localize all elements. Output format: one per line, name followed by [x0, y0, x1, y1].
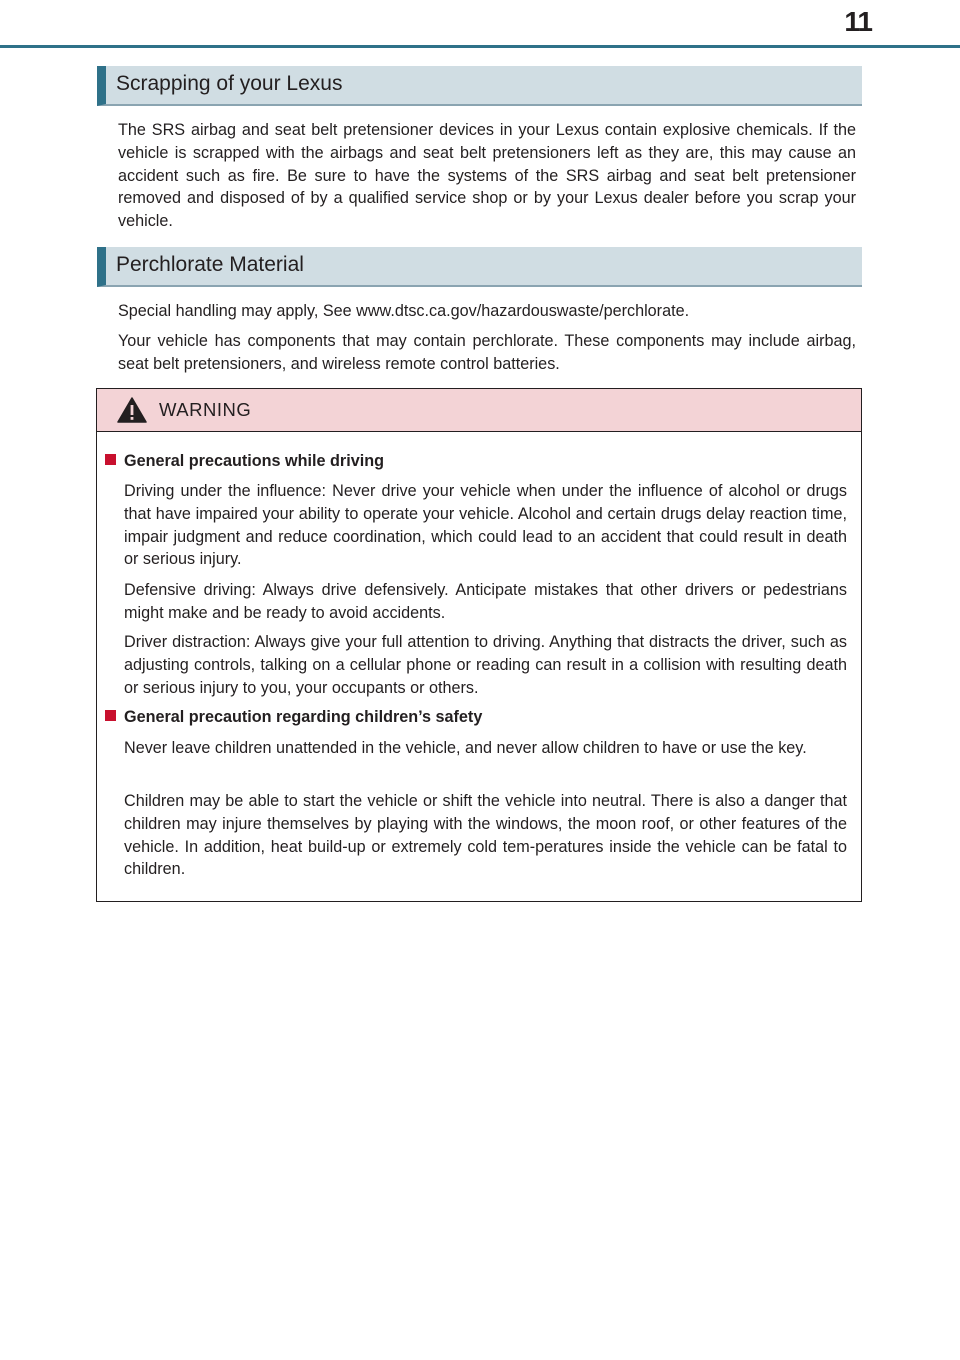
- warning-item-heading: [105, 452, 384, 471]
- warning-paragraph: Defensive driving: Always drive defensively. Anticipate mistakes that other drivers or pedestrians might make and be ready to avoid accidents.: [124, 581, 847, 622]
- top-rule: [0, 45, 960, 48]
- section-header-perchlorate: [97, 247, 862, 287]
- square-bullet-icon: [105, 454, 116, 465]
- warning-paragraph: Driver distraction: Always give your full attention to driving. Anything that distracts the driver, such as adjusting controls, talking on a cellular phone or reading can result in a collision with resulting death or serious injury to you, your occupants or others.: [124, 633, 847, 697]
- warning-box: [96, 388, 862, 902]
- square-bullet-icon: [105, 710, 116, 721]
- scrapping-body: The SRS airbag and seat belt pretensioner devices in your Lexus contain explosive chemicals. If the vehicle is scrapped with the airbags and seat belt pretensioners left as they are, this may cause an accident such as fire. Be sure to have the systems of the SRS airbag and seat belt pretensioner removed and disposed of by a qualified service shop or by your Lexus dealer before you scrap your vehicle.: [118, 121, 856, 231]
- perchlorate-paragraph-1: Special handling may apply, See www.dtsc.ca.gov/hazardouswaste/perchlorate.: [118, 302, 690, 320]
- warning-paragraph: Driving under the influence: Never drive your vehicle when under the influence of alcohol or drugs that have impaired your ability to operate your vehicle. Alcohol and certain drugs delay reaction time, impair judgment and reduce coordination, which could lead to an accident that could result in death or serious injury.: [124, 482, 847, 569]
- section-title-scrapping: Scrapping of your Lexus: [116, 72, 343, 95]
- page-number: 11: [844, 6, 872, 37]
- section-header-scrapping: [97, 66, 862, 106]
- warning-item-heading: [105, 708, 482, 727]
- perchlorate-paragraph-2: Your vehicle has components that may contain perchlorate. These components may include airbag, seat belt pretensioners, and wireless remote control batteries.: [118, 332, 856, 373]
- warning-triangle-icon: [117, 397, 147, 423]
- warning-paragraph: Children may be able to start the vehicle or shift the vehicle into neutral. There is also a danger that children may injure themselves by playing with the windows, the moon roof, or other features of the vehicle. In addition, heat build-up or extremely cold tem-peratures inside the vehicle can be fatal to children.: [124, 792, 847, 879]
- warning-paragraph: Never leave children unattended in the vehicle, and never allow children to have or use the key.: [124, 739, 807, 757]
- warning-item-heading-text: General precaution regarding children’s safety: [124, 708, 483, 726]
- warning-header: [97, 389, 861, 432]
- warning-title: WARNING: [159, 399, 252, 420]
- section-title-perchlorate: Perchlorate Material: [116, 253, 304, 276]
- warning-item-heading-text: General precautions while driving: [124, 452, 384, 470]
